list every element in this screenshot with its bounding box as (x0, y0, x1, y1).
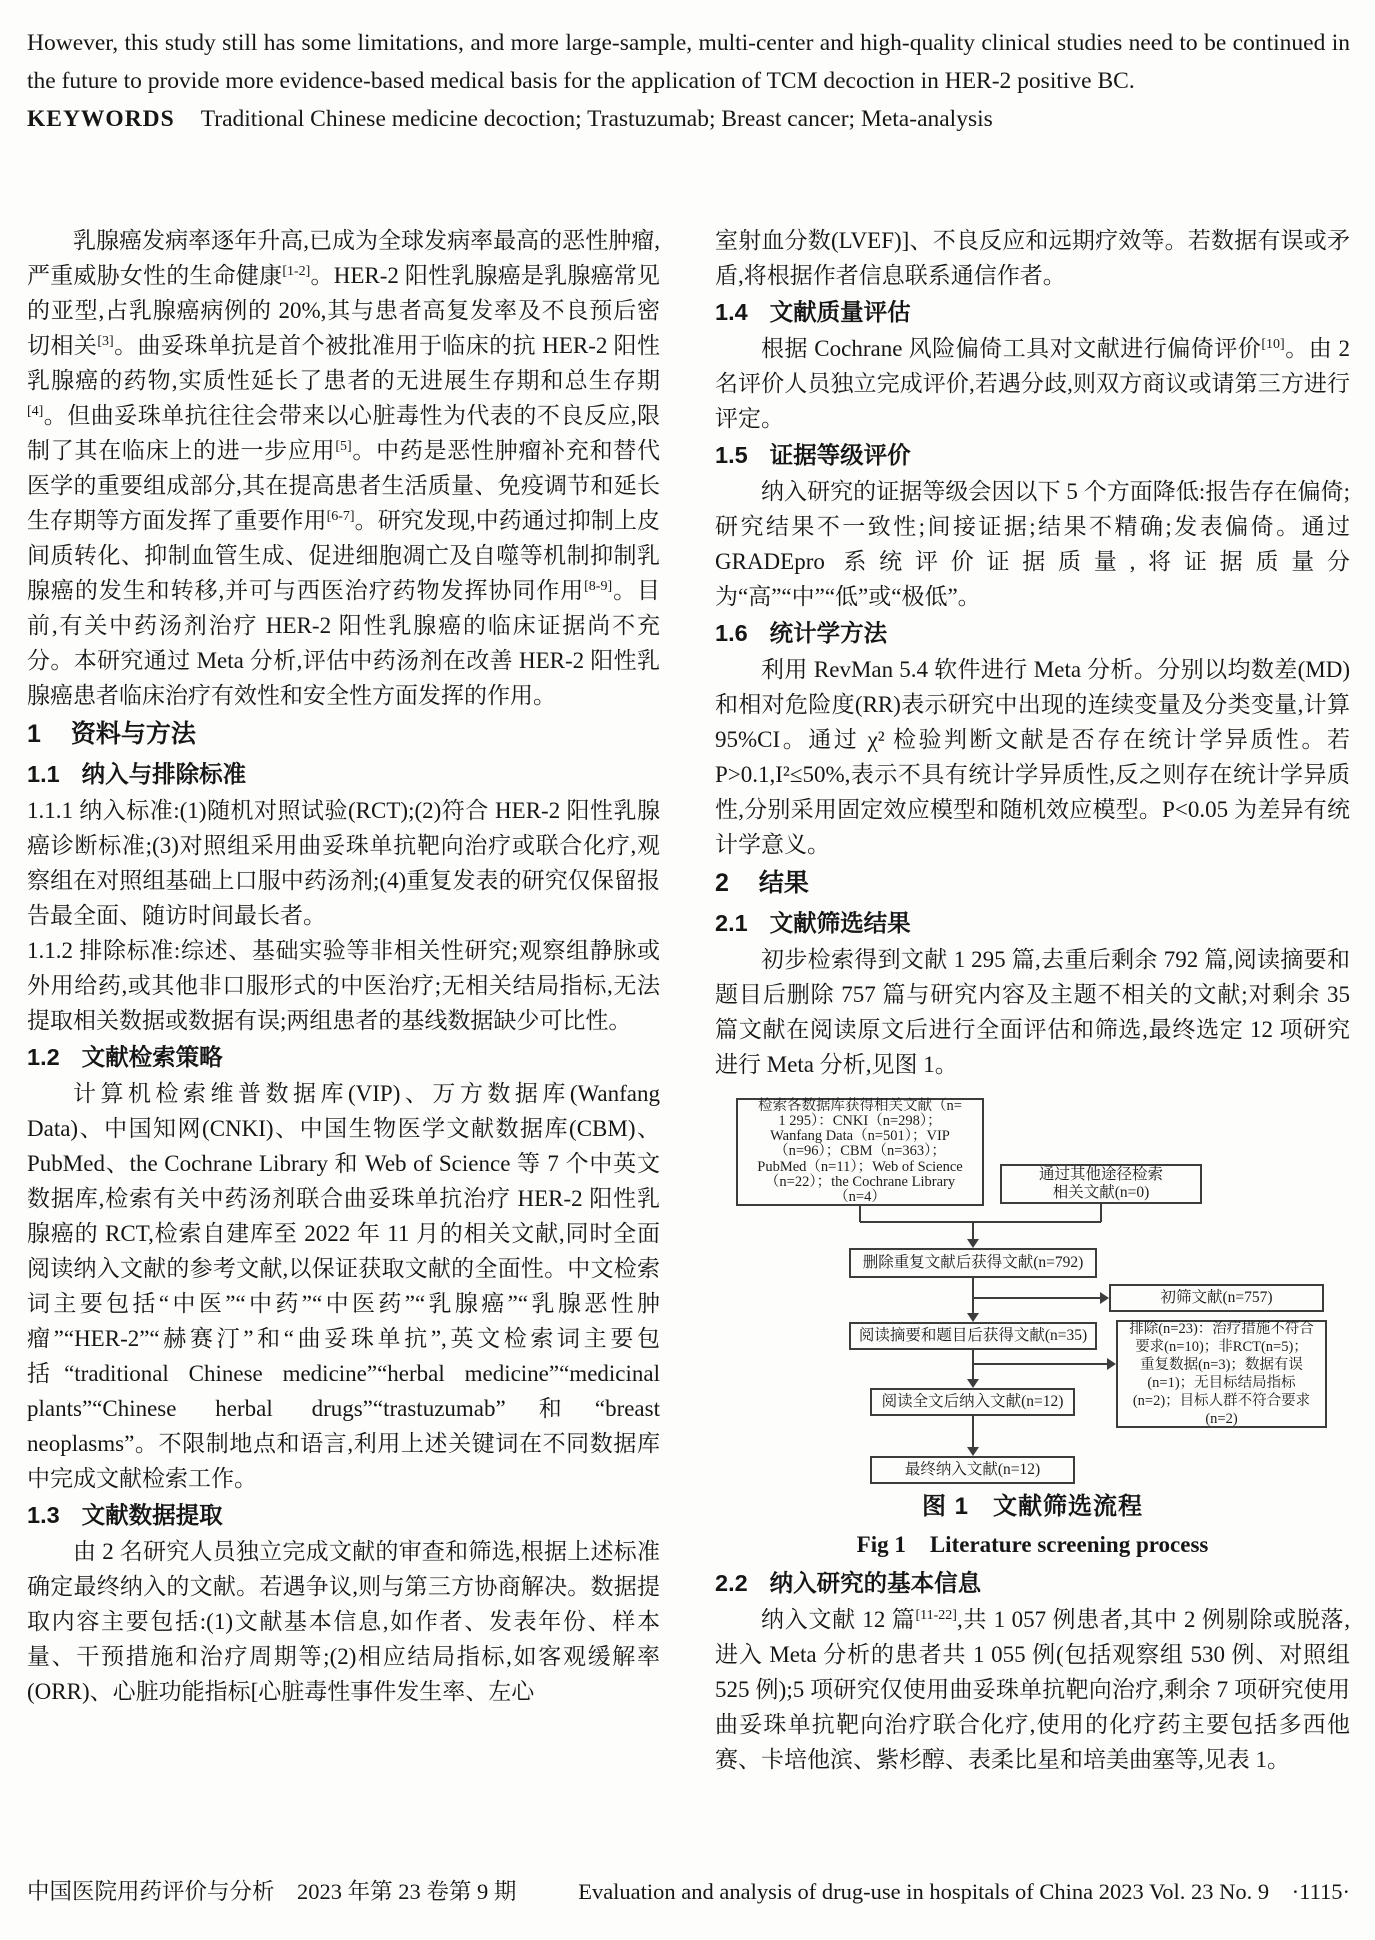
heading-evidence-grading: 1.5 证据等级评价 (715, 442, 911, 468)
figure-caption-zh: 图 1 文献筛选流程 (921, 1493, 1143, 1520)
screening-results-paragraph: 初步检索得到文献 1 295 篇,去重后剩余 792 篇,阅读摘要和题目后删除 757 篇与研究内容及主题不相关的文献;对剩余 35 篇文献在阅读原文后进行全面评估和筛选,最终选定 12 项研究进行 Meta 分析,见图 1。 (715, 947, 1350, 1077)
flowchart-box-other-sources: 通过其他途径检索 相关文献(n=0) (1000, 1164, 1202, 1204)
inclusion-criteria-paragraph: 1.1.1 纳入标准:(1)随机对照试验(RCT);(2)符合 HER-2 阳性乳腺癌诊断标准;(3)对照组采用曲妥珠单抗靶向治疗或联合化疗,观察组在对照组基础上口服中药汤剂;(4)重复发表的研究仅保留报告最全面、随访时间最长者。 (27, 798, 660, 928)
page-footer (27, 1877, 1350, 1907)
heading-inclusion-exclusion: 1.1 纳入与排除标准 (27, 761, 247, 787)
footer-journal-zh: 中国医院用药评价与分析 2023 年第 23 卷第 9 期 (27, 1879, 517, 1904)
evidence-grading-paragraph: 纳入研究的证据等级会因以下 5 个方面降低:报告存在偏倚;研究结果不一致性;间接证据;结果不精确;发表偏倚。通过 GRADEpro 系统评价证据质量,将证据质量分为“高”“中”“低”或“极低”。 (715, 479, 1350, 609)
flowchart-box-databases: 检索各数据库获得相关文献（n= 1 295）：CNKI（n=298）； Wanfang Data（n=501）；VIP （n=96）；CBM（n=363）； PubMed（n=11）；Web of Science （n=22）；the Cochrane Library （n=4） (736, 1098, 984, 1206)
search-strategy-paragraph: 计算机检索维普数据库(VIP)、万方数据库(Wanfang Data)、中国知网(CNKI)、中国生物医学文献数据库(CBM)、PubMed、the Cochrane Library 和 Web of Science 等 7 个中英文数据库,检索有关中药汤剂联合曲妥珠单抗治疗 HER-2 阳性乳腺癌的 RCT,检索自建库至 2022 年 11 月的相关文献,同时全面阅读纳入文献的参考文献,以保证获取文献的全面性。中文检索词主要包括“中医”“中药”“中医药”“乳腺癌”“乳腺恶性肿瘤”“HER-2”“赫赛汀”和“曲妥珠单抗”,英文检索词主要包括“traditional Chinese medicine”“herbal medicine”“medicinal plants”“Chinese herbal drugs”“trastuzumab”和“breast neoplasms”。不限制地点和语言,利用上述关键词在不同数据库中完成文献检索工作。 (27, 1081, 660, 1491)
flowchart-box-excluded: 排除(n=23)：治疗措施不符合 要求(n=10)；非RCT(n=5)； 重复数据(n=3)；数据有误 (n=1)；无目标结局指标 (n=2)；目标人群不符合要求 (n=2) (1116, 1320, 1327, 1428)
intro-paragraph: 乳腺癌发病率逐年升高,已成为全球发病率最高的恶性肿瘤,严重威胁女性的生命健康[1-2]。HER-2 阳性乳腺癌是乳腺癌常见的亚型,占乳腺癌病例的 20%,其与患者高复发率及不良预后密切相关[3]。曲妥珠单抗是首个被批准用于临床的抗 HER-2 阳性乳腺癌的药物,实质性延长了患者的无进展生存期和总生存期[4]。但曲妥珠单抗往往会带来以心脏毒性为代表的不良反应,限制了其在临床上的进一步应用[5]。中药是恶性肿瘤补充和替代医学的重要组成部分,其在提高患者生活质量、免疫调节和延长生存期等方面发挥了重要作用[6-7]。研究发现,中药通过抑制上皮间质转化、抑制血管生成、促进细胞凋亡及自噬等机制抑制乳腺癌的发生和转移,并可与西医治疗药物发挥协同作用[8-9]。目前,有关中药汤剂治疗 HER-2 阳性乳腺癌的临床证据尚不充分。本研究通过 Meta 分析,评估中药汤剂在改善 HER-2 阳性乳腺癌患者临床治疗有效性和安全性方面发挥的作用。 (27, 228, 661, 708)
flowchart-box-final-included: 最终纳入文献(n=12) (870, 1456, 1075, 1484)
abstract-tail-block (27, 24, 1350, 138)
heading-data-extraction: 1.3 文献数据提取 (27, 1502, 223, 1528)
keywords-line (27, 100, 1350, 138)
heading-screening-results: 2.1 文献筛选结果 (715, 910, 911, 936)
literature-screening-flowchart (715, 1090, 1350, 1488)
keywords-label: KEYWORDS (27, 106, 175, 132)
heading-results: 2 结果 (715, 869, 809, 897)
figure-caption-en: Fig 1 Literature screening process (856, 1532, 1209, 1557)
flowchart-box-abstract-screen: 阅读摘要和题目后获得文献(n=35) (849, 1322, 1097, 1350)
data-extraction-paragraph: 由 2 名研究人员独立完成文献的审查和筛选,根据上述标准确定最终纳入的文献。若遇争议,则与第三方协商解决。数据提取内容主要包括:(1)文献基本信息,如作者、发表年份、样本量、干预措施和治疗周期等;(2)相应结局指标,如客观缓解率(ORR)、心脏功能指标[心脏毒性事件发生率、左心 (27, 1539, 660, 1704)
basic-information-paragraph: 纳入文献 12 篇[11-22],共 1 057 例患者,其中 2 例剔除或脱落,进入 Meta 分析的患者共 1 055 例(包括观察组 530 例、对照组 525 例);5 项研究仅使用曲妥珠单抗靶向治疗,剩余 7 项研究使用曲妥珠单抗靶向治疗联合化疗,使用的化疗药主要包括多西他赛、卡培他滨、紫杉醇、表柔比星和培美曲塞等,见表 1。 (715, 1607, 1351, 1772)
quality-assessment-paragraph: 根据 Cochrane 风险偏倚工具对文献进行偏倚评价[10]。由 2 名评价人员独立完成评价,若遇分歧,则双方商议或请第三方进行评定。 (715, 336, 1350, 431)
right-column (715, 223, 1350, 1777)
english-conclusion-paragraph: However, this study still has some limitations, and more large-sample, multi-center and high-quality clinical studies need to be continued in the future to provide more evidence-based medical basis for the application of TCM decoction in HER-2 positive BC. (27, 30, 1350, 94)
heading-basic-information: 2.2 纳入研究的基本信息 (715, 1570, 982, 1596)
flowchart-box-deduplicated: 删除重复文献后获得文献(n=792) (849, 1248, 1097, 1278)
heading-search-strategy: 1.2 文献检索策略 (27, 1044, 223, 1070)
heading-quality-assessment: 1.4 文献质量评估 (715, 299, 911, 325)
left-column (27, 223, 660, 1709)
footer-journal-en: Evaluation and analysis of drug-use in hospitals of China 2023 Vol. 23 No. 9 ·1115· (578, 1879, 1350, 1904)
keywords-text: Traditional Chinese medicine decoction; Trastuzumab; Breast cancer; Meta-analysis (200, 106, 993, 132)
flowchart-box-fulltext-included: 阅读全文后纳入文献(n=12) (870, 1388, 1075, 1416)
exclusion-criteria-paragraph: 1.1.2 排除标准:综述、基础实验等非相关性研究;观察组静脉或外用给药,或其他非口服形式的中医治疗;无相关结局指标,无法提取相关数据或数据有误;两组患者的基线数据缺少可比性。 (27, 938, 660, 1033)
heading-materials-methods: 1 资料与方法 (27, 720, 196, 748)
statistical-methods-paragraph: 利用 RevMan 5.4 软件进行 Meta 分析。分别以均数差(MD)和相对危险度(RR)表示研究中出现的连续变量及分类变量,计算 95%CI。通过 χ² 检验判断文献是否存在统计学异质性。若 P>0.1,I²≤50%,表示不具有统计学异质性,反之则存在统计学异质性,分别采用固定效应模型和随机效应模型。P<0.05 为差异有统计学意义。 (715, 657, 1350, 857)
continuation-paragraph: 室射血分数(LVEF)]、不良反应和远期疗效等。若数据有误或矛盾,将根据作者信息联系通信作者。 (715, 228, 1350, 288)
heading-statistical-methods: 1.6 统计学方法 (715, 620, 888, 646)
flowchart-box-initial-screen: 初筛文献(n=757) (1109, 1284, 1324, 1312)
